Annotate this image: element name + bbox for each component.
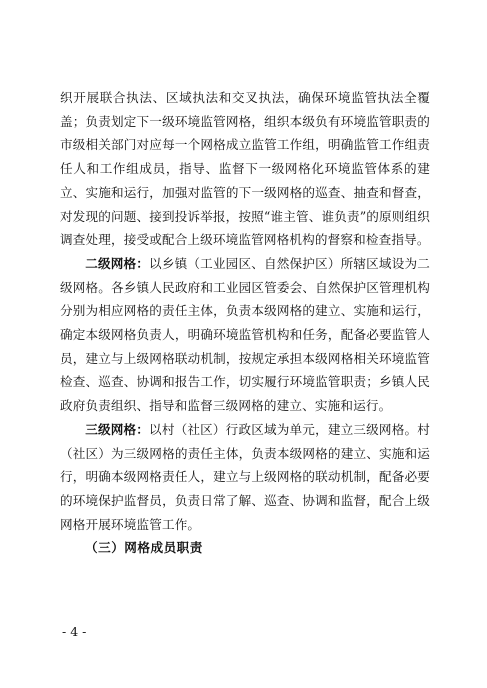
level3-grid-label: 三级网格： [85,421,150,437]
level2-grid-text: 以乡镇（工业园区、自然保护区）所辖区域设为二级网格。各乡镇人民政府和工业园区管委会、自然保护区管理机构分别为相应网格的责任主体，负责本级网格的建立、实施和运行，确定本级网格负责人，明确环境监管机构和任务，配备必要监管人员，建立与上级网格联动机制，按规定承担本级网格相关环境监管检查、巡查、协调和报告工作，切实履行环境监管职责；乡镇人民政府负责组织、指导和监督三级网格的建立、实施和运行。 [60,255,430,414]
paragraph-level1-continuation: 织开展联合执法、区域执法和交叉执法，确保环境监管执法全覆盖；负责划定下一级环境监管网格，组织本级负有环境监管职责的市级相关部门对应每一个网格成立监管工作组，明确监管工作组责任人和工作组成员，指导、监督下一级网格化环境监管体系的建立、实施和运行，加强对监管的下一级网格的巡查、抽查和督查，对发现的问题、接到投诉举报，按照“谁主管、谁负责”的原则组织调查处理，接受或配合上级环境监管网格机构的督察和检查指导。 [60,90,431,248]
level3-grid-text: 以村（社区）行政区域为单元，建立三级网格。村（社区）为三级网格的责任主体，负责本级网格的建立、实施和运行，明确本级网格责任人，建立与上级网格的联动机制，配备必要的环境保护监督员，负责日常了解、巡查、协调和监督，配合上级网格开展环境监管工作。 [60,421,430,532]
paragraph-level2-grid [60,252,430,418]
level2-grid-label: 二级网格： [85,255,150,271]
paragraph-level3-grid [60,418,430,537]
page-number: - 4 - [62,624,87,639]
document-body [60,86,430,560]
section-heading-grid-member-duties: （三）网格成员职责 [85,540,203,556]
